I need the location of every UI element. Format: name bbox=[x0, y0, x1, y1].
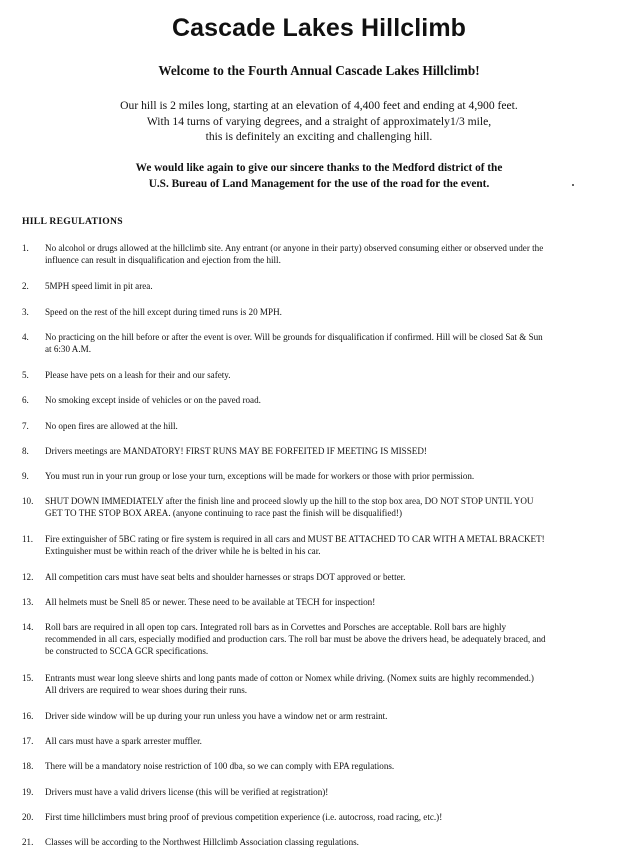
regulation-line: Extinguisher must be within reach of the driver while he is belted in his car. bbox=[45, 546, 321, 557]
regulations-heading: HILL REGULATIONS bbox=[22, 216, 123, 227]
regulation-line: All drivers are required to wear shoes during their runs. bbox=[45, 685, 248, 696]
regulation-line: Drivers meetings are MANDATORY! FIRST RUNS MAY BE FORFEITED IF MEETING IS MISSED! bbox=[45, 446, 427, 456]
regulation-line: No alcohol or drugs allowed at the hillclimb site. Any entrant (or anyone in their party) observed consuming either or observed under the bbox=[45, 243, 544, 253]
regulation-number: 7. bbox=[22, 421, 29, 431]
regulation-text bbox=[45, 710, 631, 722]
regulation-line: GET TO THE STOP BOX AREA. (anyone continuing to race past the finish will be disqualified!) bbox=[45, 508, 402, 519]
regulation-line: Roll bars are required in all open top cars. Integrated roll bars as in Corvettes and Porsches are acceptable. Roll bars are highly bbox=[45, 622, 507, 632]
regulation-text bbox=[45, 621, 631, 658]
regulation-text bbox=[45, 836, 631, 848]
regulation-number: 14. bbox=[22, 622, 34, 632]
regulation-number: 17. bbox=[22, 736, 34, 746]
regulation-line: Drivers must have a valid drivers license (this will be verified at registration)! bbox=[45, 787, 329, 797]
regulation-number: 10. bbox=[22, 496, 34, 506]
regulation-line: recommended in all cars, especially modified and production cars. The roll bar must be above the drivers head, be adequately braced, and bbox=[45, 634, 546, 645]
regulation-line: All competition cars must have seat belts and shoulder harnesses or straps DOT approved or better. bbox=[45, 572, 406, 582]
regulation-line: influence can result in disqualification and ejection from the hill. bbox=[45, 255, 281, 266]
regulation-text bbox=[45, 306, 631, 318]
regulation-line: All cars must have a spark arrester muffler. bbox=[45, 736, 202, 746]
regulation-line: There will be a mandatory noise restriction of 100 dba, so we can comply with EPA regulations. bbox=[45, 761, 395, 771]
regulation-text bbox=[45, 596, 631, 608]
regulation-number: 12. bbox=[22, 572, 34, 582]
regulation-line: Speed on the rest of the hill except during timed runs is 20 MPH. bbox=[45, 307, 282, 317]
thanks-line: We would like again to give our sincere thanks to the Medford district of the bbox=[135, 162, 503, 174]
regulation-text bbox=[45, 533, 631, 557]
welcome-heading: Welcome to the Fourth Annual Cascade Lakes Hillclimb! bbox=[158, 63, 480, 78]
regulation-text bbox=[45, 811, 631, 823]
regulation-line: All helmets must be Snell 85 or newer. These need to be available at TECH for inspection! bbox=[45, 597, 376, 607]
regulation-line: No open fires are allowed at the hill. bbox=[45, 421, 178, 431]
regulation-text bbox=[45, 735, 631, 747]
regulation-text bbox=[45, 445, 631, 457]
regulation-text bbox=[45, 571, 631, 583]
regulation-text bbox=[45, 786, 631, 798]
regulation-number: 5. bbox=[22, 370, 29, 380]
intro-line: Our hill is 2 miles long, starting at an elevation of 4,400 feet and ending at 4,900 feet. bbox=[120, 99, 518, 112]
regulation-line: at 6:30 A.M. bbox=[45, 344, 91, 355]
intro-line: this is definitely an exciting and challenging hill. bbox=[205, 130, 433, 143]
regulation-text bbox=[45, 672, 631, 696]
regulation-number: 11. bbox=[22, 534, 34, 544]
regulation-text bbox=[45, 280, 631, 292]
regulation-text bbox=[45, 331, 631, 355]
regulation-text bbox=[45, 495, 631, 519]
regulation-line: SHUT DOWN IMMEDIATELY after the finish line and proceed slowly up the hill to the stop box area, DO NOT STOP UNTIL YOU bbox=[45, 496, 534, 506]
regulation-number: 19. bbox=[22, 787, 34, 797]
regulation-number: 9. bbox=[22, 471, 29, 481]
regulation-line: Classes will be according to the Northwest Hillclimb Association classing regulations. bbox=[45, 837, 359, 847]
regulation-line: You must run in your run group or lose your turn, exceptions will be made for workers or those with prior permission. bbox=[45, 471, 475, 481]
regulation-line: No smoking except inside of vehicles or on the paved road. bbox=[45, 395, 261, 405]
intro-line: With 14 turns of varying degrees, and a straight of approximately1/3 mile, bbox=[146, 114, 492, 128]
regulation-text bbox=[45, 470, 631, 482]
regulation-text bbox=[45, 394, 631, 406]
regulation-line: Driver side window will be up during your run unless you have a window net or arm restraint. bbox=[45, 711, 388, 721]
regulation-number: 21. bbox=[22, 837, 34, 847]
regulation-number: 3. bbox=[22, 307, 29, 317]
regulation-number: 16. bbox=[22, 711, 34, 721]
regulation-line: be constructed to SCCA GCR specifications. bbox=[45, 646, 209, 657]
regulation-number: 6. bbox=[22, 395, 29, 405]
regulation-line: Fire extinguisher of 5BC rating or fire system is required in all cars and MUST BE ATTACHED TO CAR WITH A METAL BRACKET! bbox=[45, 534, 545, 544]
regulation-number: 1. bbox=[22, 243, 29, 253]
regulation-line: Entrants must wear long sleeve shirts and long pants made of cotton or Nomex while driving. (Nomex suits are highly recommended.) bbox=[45, 673, 534, 683]
regulation-number: 20. bbox=[22, 812, 34, 822]
regulation-number: 4. bbox=[22, 332, 29, 342]
regulation-text bbox=[45, 369, 631, 381]
regulation-number: 13. bbox=[22, 597, 34, 607]
regulation-text bbox=[45, 760, 631, 772]
regulation-number: 2. bbox=[22, 281, 29, 291]
thanks-line: U.S. Bureau of Land Management for the use of the road for the event. bbox=[148, 178, 490, 190]
regulation-line: 5MPH speed limit in pit area. bbox=[45, 281, 153, 291]
regulation-number: 18. bbox=[22, 761, 34, 771]
regulation-number: 15. bbox=[22, 673, 34, 683]
regulation-line: First time hillclimbers must bring proof of previous competition experience (i.e. autocross, road racing, etc.)! bbox=[45, 812, 443, 822]
document-title: Cascade Lakes Hillclimb bbox=[171, 14, 467, 42]
regulation-text bbox=[45, 420, 631, 432]
regulation-number: 8. bbox=[22, 446, 29, 456]
regulation-line: No practicing on the hill before or after the event is over. Will be grounds for disqualification if confirmed. Hill will be closed Sat & Sun bbox=[45, 332, 543, 342]
regulation-line: Please have pets on a leash for their and our safety. bbox=[45, 370, 231, 380]
regulation-text bbox=[45, 242, 631, 266]
